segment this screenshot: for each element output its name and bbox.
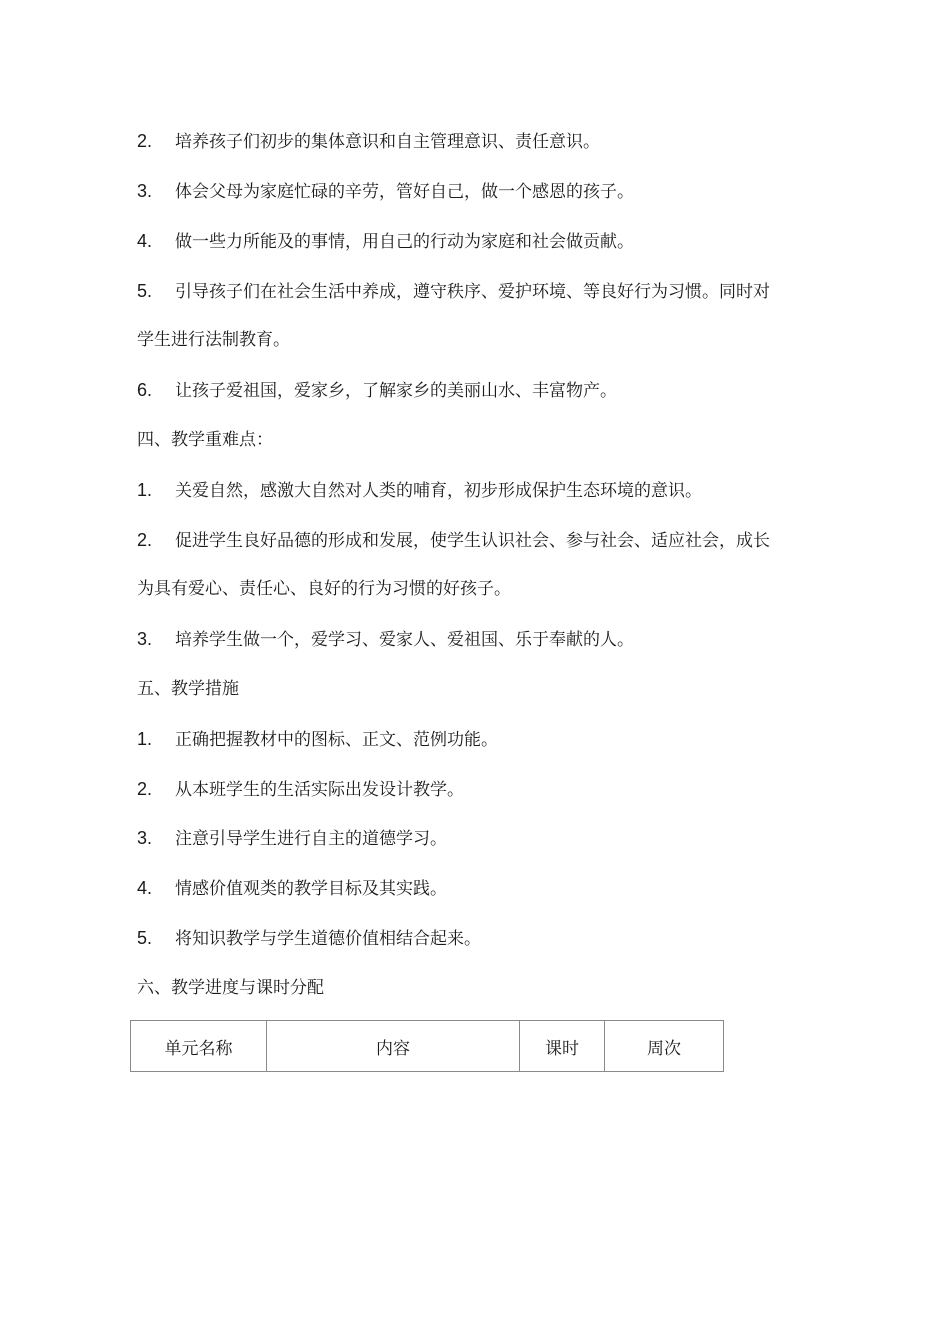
item-text: 将知识教学与学生道德价值相结合起来。 — [175, 929, 481, 949]
item-number: 3. — [137, 828, 153, 848]
item-text-continuation: 为具有爱心、责任心、良好的行为习惯的好孩子。 — [137, 579, 511, 599]
item-number: 2. — [137, 131, 153, 151]
item-text: 引导孩子们在社会生活中养成，遵守秩序、爱护环境、等良好行为习惯。同时对 — [175, 282, 770, 302]
list-item — [137, 129, 890, 154]
item-text: 注意引导学生进行自主的道德学习。 — [175, 829, 447, 849]
list-item — [137, 279, 890, 304]
table-header-cell: 课时 — [520, 1021, 605, 1072]
item-number: 4. — [137, 878, 153, 898]
item-number: 1. — [137, 729, 153, 749]
schedule-table — [130, 1020, 724, 1072]
item-number: 5. — [137, 281, 153, 301]
list-item — [137, 478, 890, 503]
item-number: 1. — [137, 480, 153, 500]
section-heading: 六、教学进度与课时分配 — [137, 978, 324, 998]
list-item — [137, 528, 890, 553]
item-text: 体会父母为家庭忙碌的辛劳，管好自己，做一个感恩的孩子。 — [175, 182, 634, 202]
list-item — [137, 229, 890, 254]
list-item — [137, 876, 890, 901]
table-header-cell: 单元名称 — [131, 1021, 267, 1072]
item-number: 3. — [137, 181, 153, 201]
item-number: 3. — [137, 629, 153, 649]
item-text: 让孩子爱祖国，爱家乡，了解家乡的美丽山水、丰富物产。 — [175, 381, 617, 401]
item-number: 4. — [137, 231, 153, 251]
item-text: 培养孩子们初步的集体意识和自主管理意识、责任意识。 — [175, 132, 600, 152]
item-text: 做一些力所能及的事情，用自己的行动为家庭和社会做贡献。 — [175, 232, 634, 252]
item-text: 情感价值观类的教学目标及其实践。 — [175, 879, 447, 899]
table-header-row — [131, 1021, 724, 1072]
list-item-continuation — [137, 577, 890, 601]
list-item — [137, 727, 890, 752]
item-text: 从本班学生的生活实际出发设计教学。 — [175, 780, 464, 800]
item-number: 5. — [137, 928, 153, 948]
item-number: 2. — [137, 779, 153, 799]
item-number: 6. — [137, 380, 153, 400]
item-text: 关爱自然，感激大自然对人类的哺育，初步形成保护生态环境的意识。 — [175, 481, 702, 501]
item-text: 培养学生做一个，爱学习、爱家人、爱祖国、乐于奉献的人。 — [175, 630, 634, 650]
list-item — [137, 777, 890, 802]
list-item — [137, 627, 890, 652]
item-number: 2. — [137, 530, 153, 550]
list-item — [137, 926, 890, 951]
list-item — [137, 179, 890, 204]
list-item — [137, 826, 890, 851]
section-heading: 五、教学措施 — [137, 679, 239, 699]
item-text: 正确把握教材中的图标、正文、范例功能。 — [175, 730, 498, 750]
section-heading: 四、教学重难点： — [137, 430, 273, 450]
list-item — [137, 378, 890, 403]
table-header-cell: 周次 — [605, 1021, 724, 1072]
list-item-continuation — [137, 328, 890, 352]
item-text-continuation: 学生进行法制教育。 — [137, 330, 290, 350]
table-header-cell: 内容 — [267, 1021, 520, 1072]
item-text: 促进学生良好品德的形成和发展，使学生认识社会、参与社会、适应社会，成长 — [175, 531, 770, 551]
